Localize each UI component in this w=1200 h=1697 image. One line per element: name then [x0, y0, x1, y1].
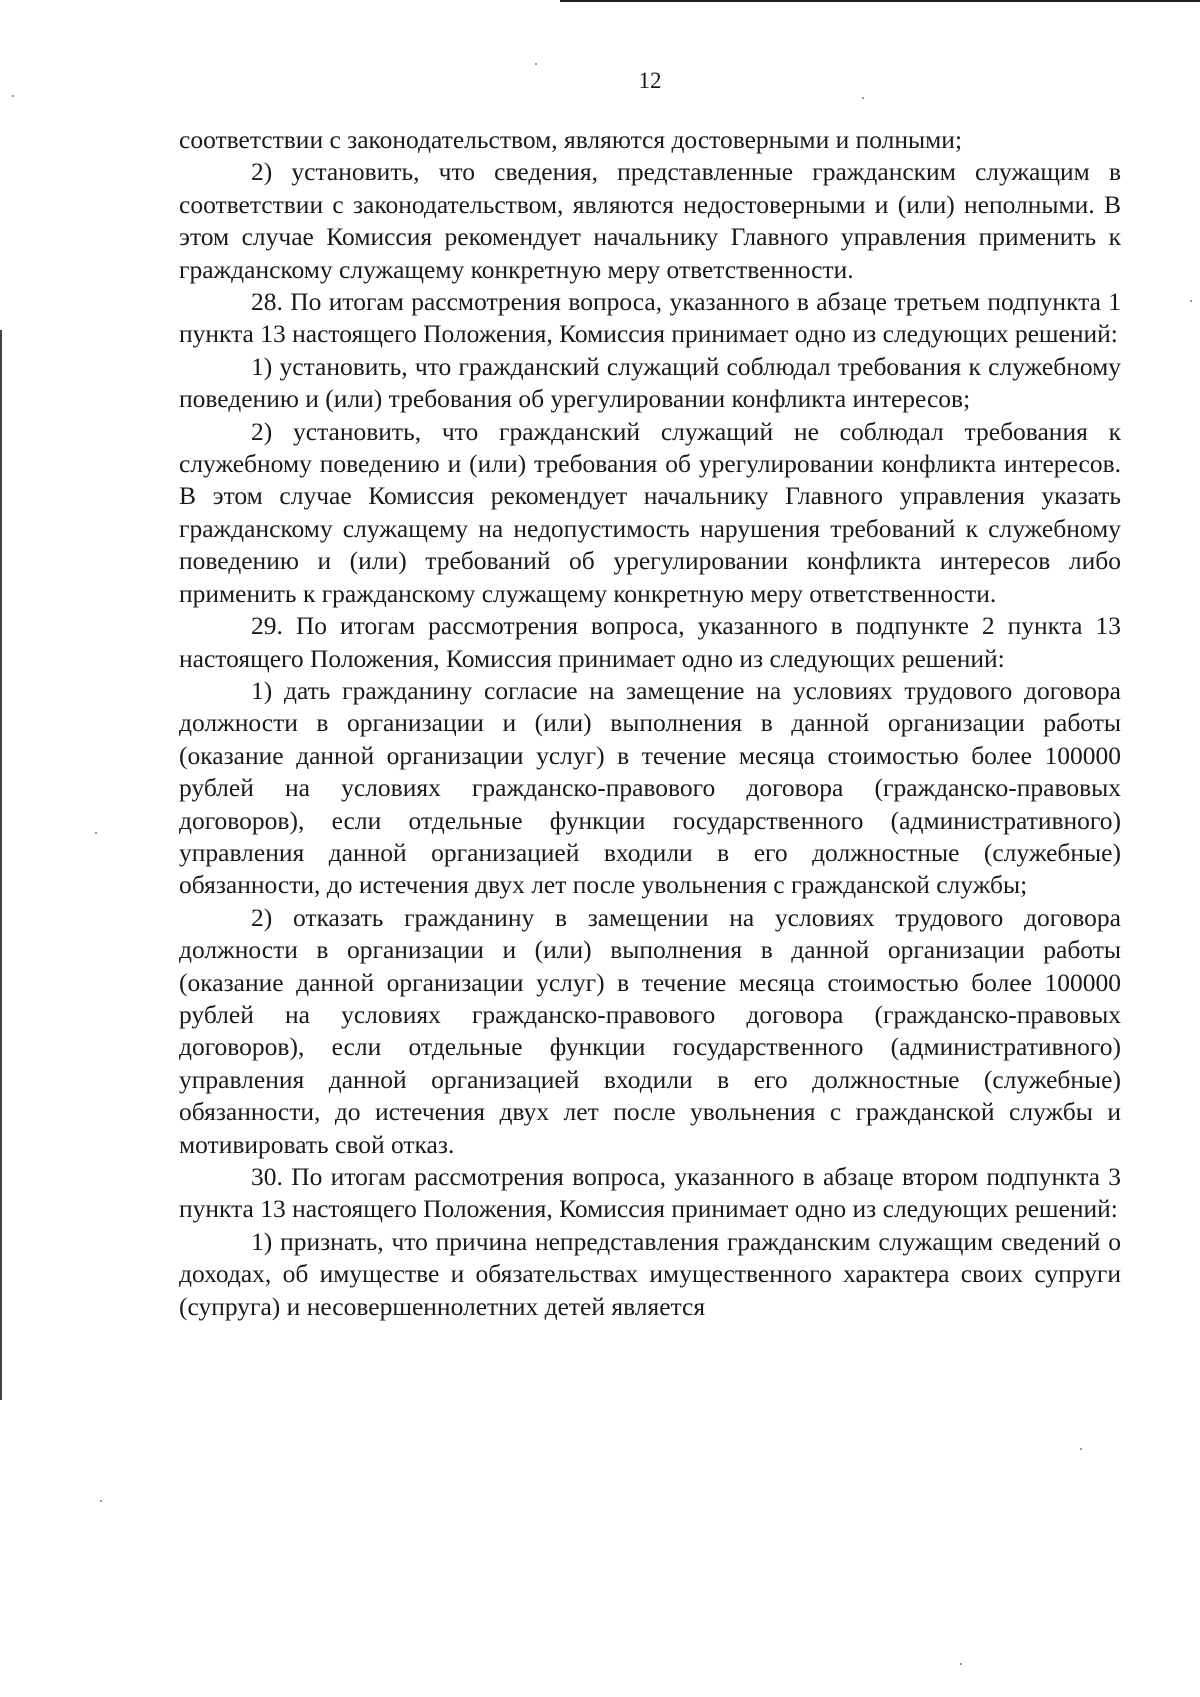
paragraph-30-item-1: 1) признать, что причина непредставления гражданским служащим сведений о доходах, об имуществе и обязательствах имущественного характера своих супруги (супруга) и несовершеннолетних детей является	[179, 1226, 1121, 1321]
paragraph-28-item-1: 1) установить, что гражданский служащий соблюдал требования к служебному поведению и (или) требования об урегулировании конфликта интересов;	[179, 351, 1121, 414]
scan-speck	[535, 63, 537, 65]
paragraph-29-item-1: 1) дать гражданину согласие на замещение на условиях трудового договора должности в организации и (или) выполнения в данной организации работы (оказание данной организации услуг) в течение месяца стоимостью более 100000 рублей на условиях гражданско-правового договора (гражданско-правовых договоров), если отдельные функции государственного (административного) управления данной организацией входили в его должностные (служебные) обязанности, до истечения двух лет после увольнения с гражданской службы;	[179, 675, 1121, 900]
paragraph-27-item-2: 2) установить, что сведения, представленные гражданским служащим в соответствии с законодательством, являются недостоверными и (или) неполными. В этом случае Комиссия рекомендует начальнику Главного управления применить к гражданскому служащему конкретную меру ответственности.	[179, 157, 1121, 284]
scan-speck	[1080, 1448, 1082, 1450]
scan-speck	[12, 95, 14, 97]
document-body	[179, 124, 1121, 1323]
scan-speck	[95, 832, 97, 834]
scan-speck	[862, 97, 864, 99]
page-number: 12	[638, 68, 662, 93]
paragraph-28-item-2: 2) установить, что гражданский служащий не соблюдал требования к служебному поведению и (или) требования об урегулировании конфликта интересов. В этом случае Комиссия рекомендует начальнику Главного управления указать гражданскому служащему на недопустимость нарушения требований к служебному поведению и (или) требований об урегулировании конфликта интересов либо применить к гражданскому служащему конкретную меру ответственности.	[179, 416, 1121, 608]
paragraph-continuation: соответствии с законодательством, являются достоверными и полными;	[179, 125, 963, 154]
paragraph-30: 30. По итогам рассмотрения вопроса, указанного в абзаце втором подпункта 3 пункта 13 настоящего Положения, Комиссия принимает одно из следующих решений:	[179, 1162, 1121, 1224]
scan-left-edge	[0, 330, 2, 1400]
paragraph-29-item-2: 2) отказать гражданину в замещении на условиях трудового договора должности в организации и (или) выполнения в данной организации работы (оказание данной организации услуг) в течение месяца стоимостью более 100000 рублей на условиях гражданско-правового договора (гражданско-правовых договоров), если отдельные функции государственного (административного) управления данной организацией входили в его должностные (служебные) обязанности, до истечения двух лет после увольнения с гражданской службы и мотивировать свой отказ.	[179, 902, 1121, 1159]
paragraph-28: 28. По итогам рассмотрения вопроса, указанного в абзаце третьем подпункта 1 пункта 13 настоящего Положения, Комиссия принимает одно из следующих решений:	[179, 287, 1121, 349]
scan-speck	[960, 1663, 962, 1665]
scan-speck	[1190, 300, 1192, 302]
paragraph-29: 29. По итогам рассмотрения вопроса, указанного в подпункте 2 пункта 13 настоящего Положения, Комиссия принимает одно из следующих решений:	[179, 611, 1121, 673]
scan-top-edge	[560, 0, 1200, 2]
scan-speck	[100, 1500, 102, 1502]
